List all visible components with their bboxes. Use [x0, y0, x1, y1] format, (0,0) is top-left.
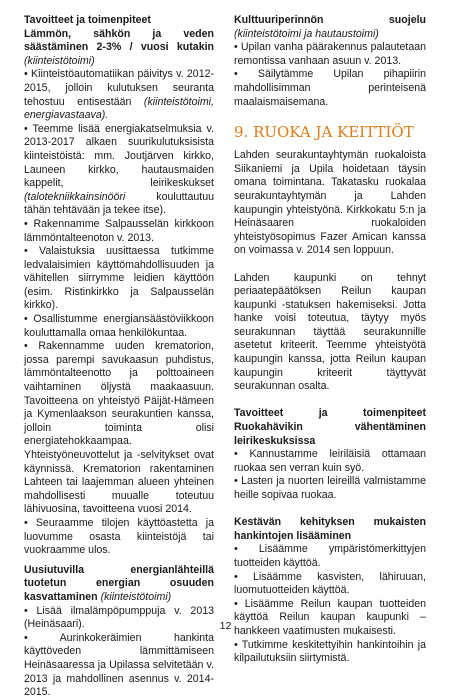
heading-food-waste: Tavoitteet ja toimenpiteet Ruokahävikin vähentäminen leirikeskuksissa: [234, 407, 426, 447]
list-item: • Säilytämme Upilan pihapiirin mahdollisimman perinteisenä maalaismaisemana.: [234, 68, 426, 108]
list-item-text: • Teemme lisää energiakatselmuksia v. 2013-2017 alkaen suurikulutuksisista kiinteistöistä: mm. Joutjärven kirkko, Launeen kirkko, hautausmaiden kappelit, leirikeskukset: [24, 122, 214, 190]
list-item: • Valaistuksia uusittaessa tutkimme ledvalaisimien käyttömahdollisuuden ja vähitellen siirrymme leidien käyttöön (esim. Ristinkirkko ja Salpausselän kirkko).: [24, 245, 214, 312]
left-column: [24, 14, 214, 700]
heading-cultural-heritage-note: (kiinteistötoimi ja hautaustoimi): [234, 27, 379, 40]
paragraph-gap: [234, 394, 426, 408]
list-item: • Lasten ja nuorten leireillä valmistamme heille sopivaa ruokaa.: [234, 475, 426, 501]
list-item: • Tutkimme keskitettyihin hankintoihin ja kilpailutuksiin siirtymistä.: [234, 638, 426, 665]
list-item: • Lisäämme ympäristömerkittyjen tuotteiden käyttöä.: [234, 543, 426, 569]
right-column: [234, 14, 426, 666]
heading-renewable-energy-note: (kiinteistötoimi): [100, 590, 172, 603]
list-item: • Lisäämme kasvisten, lähiruuan, luomutuotteiden käyttöä.: [234, 570, 426, 597]
list-item: [24, 123, 214, 218]
list-item: • Lisää ilmalämpöpumppuja v. 2013 (Heinäsaari).: [24, 604, 214, 631]
heading-goals: Tavoitteet ja toimenpiteet: [24, 14, 151, 26]
paragraph: Lahden seurakuntayhtymän ruokaloista Siikaniemi ja Upila hoidetaan täysin omana toimintana. Takatasku ruokalaa seurakuntayhtymän ja Lahden kaupungin yhteistyönä. Kirkkokatu 5:n ja Heinäsaaren ruokaloiden yhteistyösopimus Fazer Amican kanssa on voimassa v. 2014 sen loppuun.: [234, 149, 426, 257]
list-item: • Rakennamme uuden krematorion, jossa parempi savukaasun puhdistus, lämmöntalteenotto ja polttoaineen vaihtaminen öljystä maakaasuun. Tavoitteena on yhteistyö Päijät-Hämeen ja Kymenlaakson seurakuntien kanssa, jolloin toiminta olisi energiatehokkaampaa. Yhteistyöneuvottelut ja -selvitykset ovat käynnissä. Krematorion rakentaminen Lahteen tai laajemman alueen yhteinen mahdollisesti muualle toteutuu lähivuosina, tavoitteena vuosi 2014.: [24, 340, 214, 516]
list-item-text: • Kiinteistöautomatiikan päivitys v. 2012-2015, jolloin kulutuksen seuranta tehostuu entisestään: [24, 68, 214, 108]
heading-cultural-heritage-text: Kulttuuriperinnön suojelu: [234, 14, 426, 26]
heading-renewable-energy-text: Uusiutuvilla energianlähteillä tuotetun energian osuuden kasvattaminen: [24, 563, 214, 603]
paragraph-gap: [234, 503, 426, 517]
heading-sustainable-procurement: Kestävän kehityksen mukaisten hankintojen lisääminen: [234, 516, 426, 542]
list-item-tail: kouluttautuu tähän tehtävään ja tekee itse).: [24, 190, 214, 217]
list-item: • Rakennamme Salpausselän kirkkoon lämmöntalteenoton v. 2013.: [24, 217, 214, 244]
list-item-note: (talotekniikkainsinööri: [24, 190, 126, 203]
page-number: 12: [219, 620, 232, 632]
paragraph: Lahden kaupunki on tehnyt periaatepäätöksen Reilun kaupan kaupunki -statuksen hakemiseksi. Jotta hanke voisi toteutua, täytyy myös seurakunnan täyttää seurakunnille asetetut kriteerit. Teemme yhteistyötä kaupungin kanssa, jotta Reilun kaupan kaupungin kriteerit täyttyvät seurakunnan osalta.: [234, 271, 426, 393]
list-item: • Seuraamme tilojen käyttöastetta ja luovumme osasta kiinteistöjä tai vuokraamme ulos.: [24, 516, 214, 557]
list-item: • Kannustamme leiriläisiä ottamaan ruokaa sen verran kuin syö.: [234, 448, 426, 474]
heading-energy-saving-text: Lämmön, sähkön ja veden säästäminen 2-3% / vuosi kutakin: [24, 27, 214, 54]
heading-renewable-energy: [24, 564, 214, 605]
list-item: • Lisäämme Reilun kaupan tuotteiden käyttöä Reilun kaupan kaupunki –hankkeen vaatimusten mukaisesti.: [234, 597, 426, 637]
heading-energy-saving: [24, 28, 214, 69]
heading-energy-saving-note: (kiinteistötoimi): [24, 54, 95, 67]
heading-cultural-heritage: [234, 14, 426, 41]
list-item: • Osallistumme energiansäästöviikkoon kouluttamalla omaa henkilökuntaa.: [24, 313, 214, 339]
list-item: • Upilan vanha päärakennus palautetaan remontissa vanhaan asuun v. 2013.: [234, 41, 426, 67]
list-item: [24, 68, 214, 122]
list-item: • Aurinkokeräimien hankinta käyttöveden lämmittämiseen Heinäsaaressa ja Upilassa selvitetään v. 2013 ja mahdollinen asennus v. 2014-2015.: [24, 631, 214, 699]
paragraph-gap: [234, 258, 426, 272]
section-title: 9. RUOKA JA KEITTIÖT: [234, 123, 414, 142]
list-item-note: (kiinteistötoimi, energiavastaava).: [24, 95, 214, 122]
